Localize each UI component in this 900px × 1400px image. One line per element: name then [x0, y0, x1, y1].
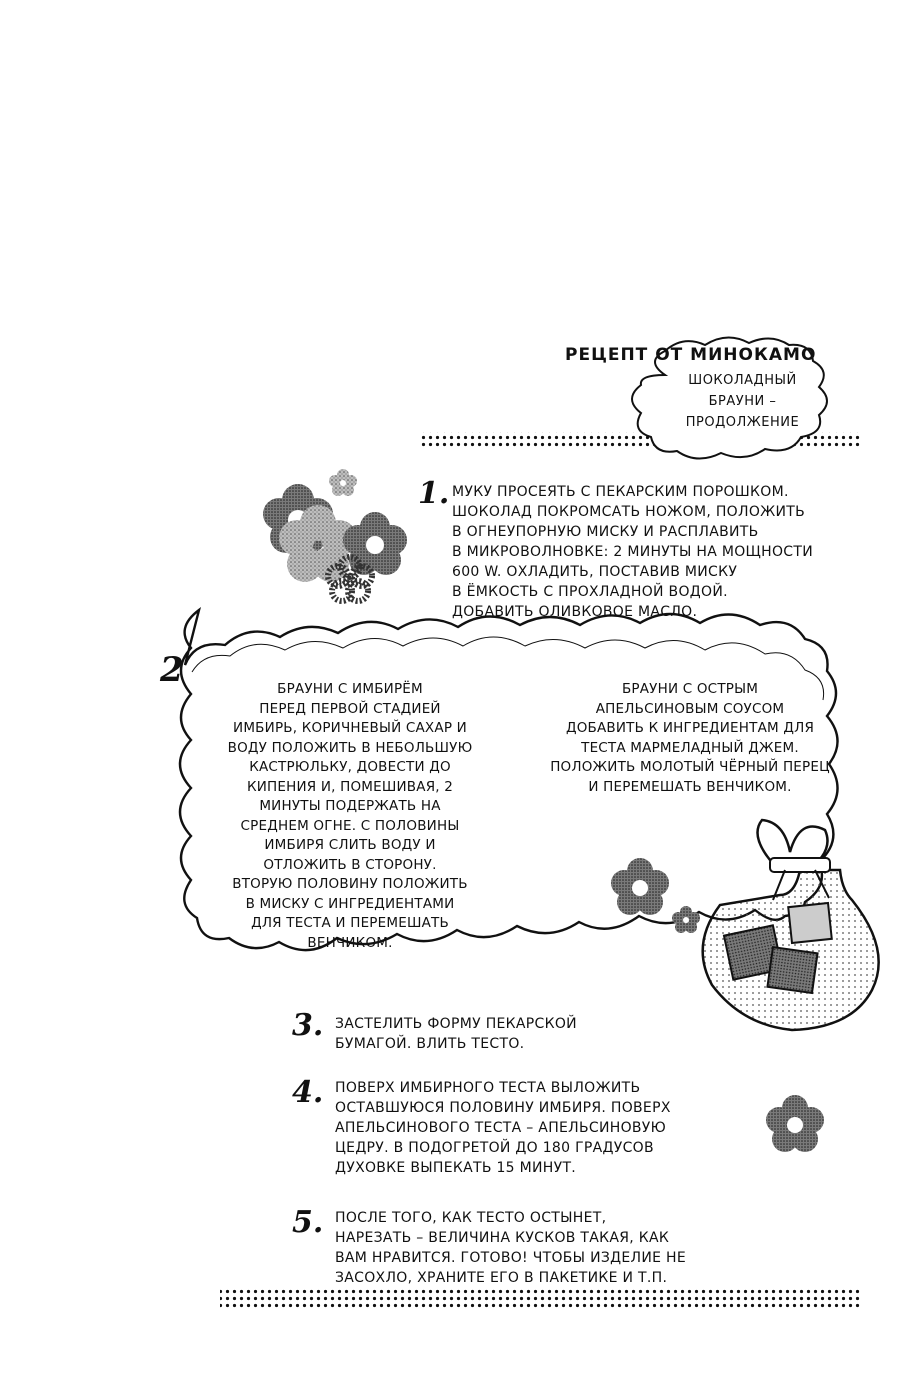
step-2-ginger-column: [200, 680, 500, 953]
orange-line: АПЕЛЬСИНОВЫМ СОУСОМ: [595, 700, 785, 717]
step-1-number: 1.: [418, 476, 450, 511]
step-5-text: [335, 1208, 775, 1288]
ginger-line: ИМБИРЬ, КОРИЧНЕВЫЙ САХАР И: [233, 720, 467, 736]
step-1-text: [452, 482, 892, 622]
step-4-line: ЦЕДРУ. В ПОДОГРЕТОЙ ДО 180 ГРАДУСОВ: [335, 1140, 654, 1156]
step-5-number: 5.: [292, 1205, 324, 1240]
subtitle-line: БРАУНИ –: [708, 394, 777, 409]
step-1-line: 600 W. ОХЛАДИТЬ, ПОСТАВИВ МИСКУ: [452, 564, 738, 580]
subtitle-line: ШОКОЛАДНЫЙ: [688, 373, 797, 388]
step-5-line: ПОСЛЕ ТОГО, КАК ТЕСТО ОСТЫНЕТ,: [335, 1210, 607, 1226]
step-1-line: ДОБАВИТЬ ОЛИВКОВОЕ МАСЛО.: [452, 604, 698, 620]
step-2-number: 2: [160, 650, 184, 690]
orange-line: И ПЕРЕМЕШАТЬ ВЕНЧИКОМ.: [588, 778, 792, 795]
step-4-line: ОСТАВШУЮСЯ ПОЛОВИНУ ИМБИРЯ. ПОВЕРХ: [335, 1100, 671, 1116]
step-1-line: МУКУ ПРОСЕЯТЬ С ПЕКАРСКИМ ПОРОШКОМ.: [452, 484, 789, 500]
orange-line: ТЕСТА МАРМЕЛАДНЫЙ ДЖЕМ.: [581, 739, 799, 756]
recipe-title: РЕЦЕПТ ОТ МИНОКАМО: [565, 345, 817, 365]
ginger-line: СРЕДНЕМ ОГНЕ. С ПОЛОВИНЫ: [240, 817, 460, 834]
flower-step4: [766, 1095, 824, 1152]
step-3-number: 3.: [292, 1008, 324, 1043]
ginger-line: КАСТРЮЛЬКУ, ДОВЕСТИ ДО: [249, 759, 451, 775]
recipe-subtitle: [670, 370, 815, 433]
ginger-line: ДЛЯ ТЕСТА И ПЕРЕМЕШАТЬ: [251, 915, 449, 931]
step-1-line: ШОКОЛАД ПОКРОМСАТЬ НОЖОМ, ПОЛОЖИТЬ: [452, 504, 806, 520]
dotted-divider-bottom: [220, 1288, 860, 1310]
ginger-line: БРАУНИ С ИМБИРЁМ: [277, 681, 423, 697]
step-3-text: [335, 1014, 695, 1054]
orange-line: БРАУНИ С ОСТРЫМ: [621, 681, 759, 697]
flowers-cluster-step1: [263, 469, 407, 601]
ginger-line: ВОДУ ПОЛОЖИТЬ В НЕБОЛЬШУЮ: [227, 739, 473, 756]
ginger-line: КИПЕНИЯ И, ПОМЕШИВАЯ, 2: [246, 778, 454, 795]
orange-line: ДОБАВИТЬ К ИНГРЕДИЕНТАМ ДЛЯ: [565, 720, 815, 736]
ginger-line: ПЕРЕД ПЕРВОЙ СТАДИЕЙ: [259, 700, 441, 717]
step-2-orange-column: [525, 680, 855, 797]
step-4-line: ДУХОВКЕ ВЫПЕКАТЬ 15 МИНУТ.: [335, 1160, 577, 1176]
step-4-number: 4.: [292, 1075, 324, 1110]
step-5-line: ВАМ НРАВИТСЯ. ГОТОВО! ЧТОБЫ ИЗДЕЛИЕ НЕ: [335, 1250, 686, 1266]
gift-bag-illustration: [703, 820, 879, 1030]
ginger-line: ИМБИРЯ СЛИТЬ ВОДУ И: [264, 837, 436, 853]
step-1-line: В ОГНЕУПОРНУЮ МИСКУ И РАСПЛАВИТЬ: [452, 524, 759, 540]
ginger-line: ВЕНЧИКОМ.: [307, 934, 393, 951]
subtitle-line: ПРОДОЛЖЕНИЕ: [685, 415, 800, 430]
step-1-line: В ЁМКОСТЬ С ПРОХЛАДНОЙ ВОДОЙ.: [452, 584, 728, 600]
step-5-line: ЗАСОХЛО, ХРАНИТЕ ЕГО В ПАКЕТИКЕ И Т.П.: [335, 1270, 668, 1286]
step-5-line: НАРЕЗАТЬ – ВЕЛИЧИНА КУСКОВ ТАКАЯ, КАК: [335, 1230, 670, 1246]
ginger-line: МИНУТЫ ПОДЕРЖАТЬ НА: [259, 798, 441, 814]
step-3-line: БУМАГОЙ. ВЛИТЬ ТЕСТО.: [335, 1036, 525, 1052]
ginger-line: ОТЛОЖИТЬ В СТОРОНУ.: [263, 856, 437, 873]
ginger-line: В МИСКУ С ИНГРЕДИЕНТАМИ: [245, 895, 455, 912]
step-4-line: ПОВЕРХ ИМБИРНОГО ТЕСТА ВЫЛОЖИТЬ: [335, 1080, 641, 1096]
step-4-text: [335, 1078, 735, 1178]
step-4-line: АПЕЛЬСИНОВОГО ТЕСТА – АПЕЛЬСИНОВУЮ: [335, 1120, 667, 1136]
step-3-line: ЗАСТЕЛИТЬ ФОРМУ ПЕКАРСКОЙ: [335, 1016, 577, 1032]
ginger-line: ВТОРУЮ ПОЛОВИНУ ПОЛОЖИТЬ: [232, 876, 468, 892]
step-1-line: В МИКРОВОЛНОВКЕ: 2 МИНУТЫ НА МОЩНОСТИ: [452, 544, 813, 560]
orange-line: ПОЛОЖИТЬ МОЛОТЫЙ ЧЁРНЫЙ ПЕРЕЦ: [550, 759, 830, 775]
